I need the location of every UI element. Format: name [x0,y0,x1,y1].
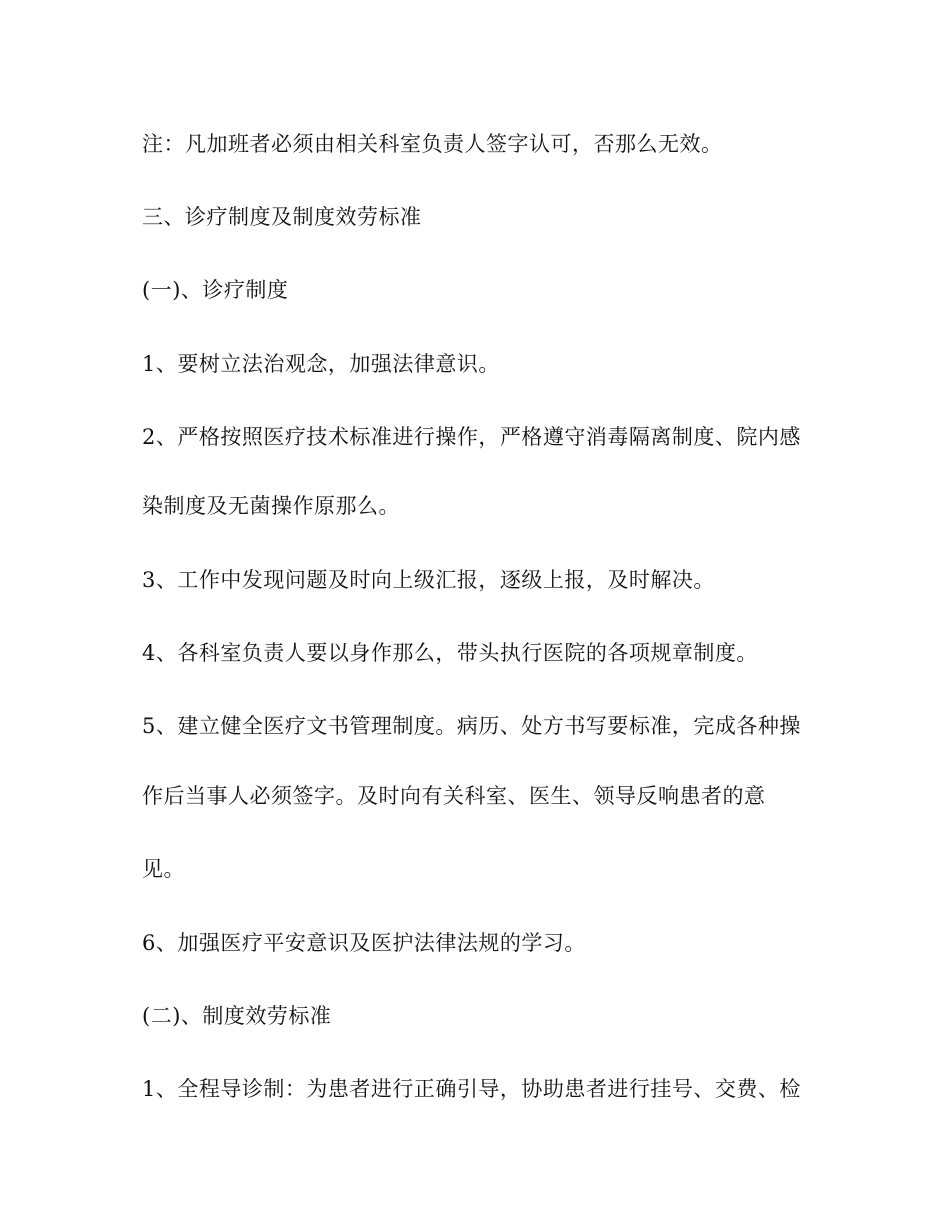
list-item-5-cont: 作后当事人必须签字。及时向有关科室、医生、领导反响患者的意 [142,784,766,808]
list-item-2-cont: 染制度及无菌操作原那么。 [142,494,400,518]
list-item-1: 1、要树立法治观念，加强法律意识。 [142,352,500,376]
subsection-heading-1: (一)、诊疗制度 [142,278,289,302]
section-heading-3: 三、诊疗制度及制度效劳标准 [142,205,422,229]
list-item-6: 6、加强医疗平安意识及医护法律法规的学习。 [142,931,586,955]
subsection-heading-2: (二)、制度效劳标准 [142,1004,332,1028]
list-item-5: 5、建立健全医疗文书管理制度。病历、处方书写要标准，完成各种操 [142,714,801,738]
note-overtime: 注：凡加班者必须由相关科室负责人签字认可，否那么无效。 [142,132,723,156]
service-item-1: 1、全程导诊制：为患者进行正确引导，协助患者进行挂号、交费、检 [142,1077,801,1101]
list-item-5-end: 见。 [142,857,185,881]
list-item-2: 2、严格按照医疗技术标准进行操作，严格遵守消毒隔离制度、院内感 [142,425,801,449]
list-item-4: 4、各科室负责人要以身作那么，带头执行医院的各项规章制度。 [142,641,758,665]
list-item-3: 3、工作中发现问题及时向上级汇报，逐级上报，及时解决。 [142,568,715,592]
